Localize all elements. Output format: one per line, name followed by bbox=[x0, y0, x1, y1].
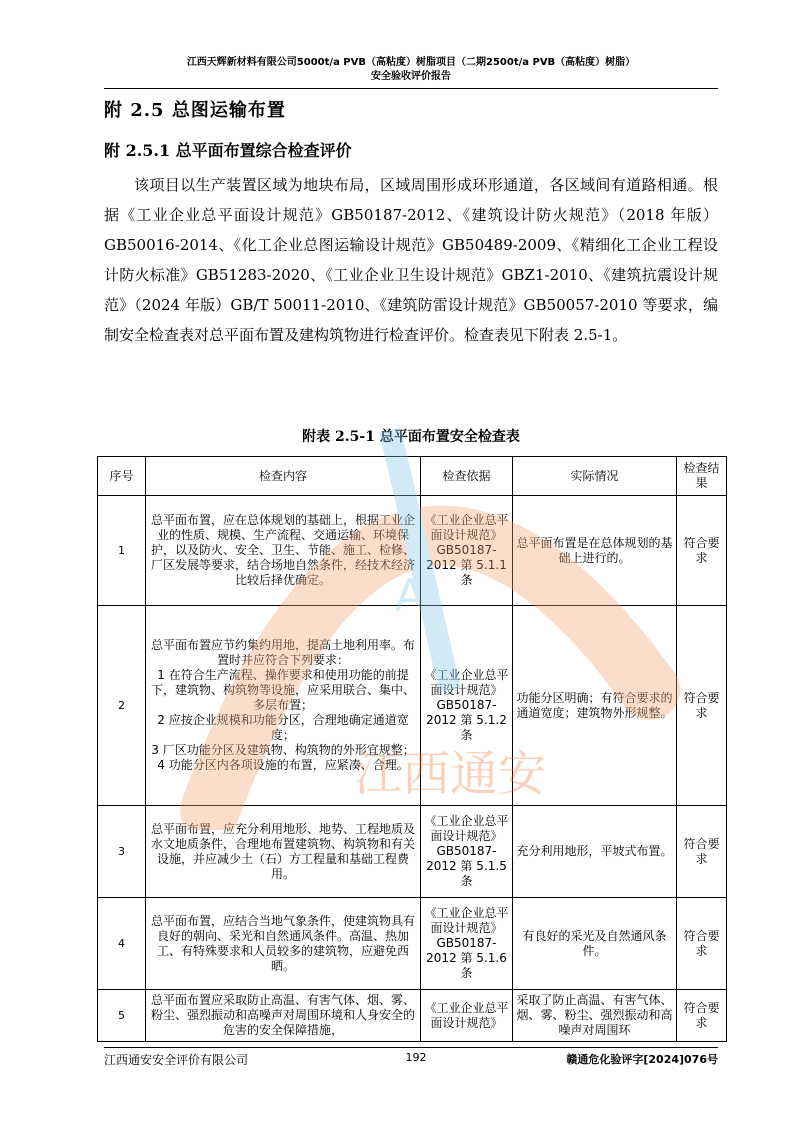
cell-content: 总平面布置，应在总体规划的基础上，根据工业企业的性质、规模、生产流程、交通运输、环境保护，以及防火、安全、卫生、节能、施工、检修、厂区发展等要求，结合场地自然条件，经技术经济比较后择优确定。 bbox=[146, 496, 421, 606]
section-title: 附 2.5 总图运输布置 bbox=[104, 100, 286, 121]
footer-rule bbox=[104, 1047, 718, 1048]
table-row bbox=[98, 606, 727, 806]
cell-basis: 《工业企业总平面设计规范》GB50187-2012 第 5.1.2 条 bbox=[421, 606, 513, 806]
cell-no: 5 bbox=[98, 990, 146, 1042]
page-header bbox=[104, 56, 718, 84]
report-number: 赣通危化验评字[2024]076号 bbox=[566, 1053, 718, 1066]
header-line-2: 安全验收评价报告 bbox=[371, 71, 451, 82]
cell-result: 符合要求 bbox=[677, 990, 727, 1042]
header-line-1: 江西天辉新材料有限公司5000t/a PVB（高粘度）树脂项目（二期2500t/a PVB（高粘度）树脂） bbox=[186, 57, 636, 68]
cell-actual: 总平面布置是在总体规划的基础上进行的。 bbox=[513, 496, 677, 606]
cell-basis: 《工业企业总平面设计规范》GB50187-2012 第 5.1.1 条 bbox=[421, 496, 513, 606]
header-actual: 实际情况 bbox=[513, 457, 677, 496]
cell-content: 总平面布置，应结合当地气象条件，使建筑物具有良好的朝向、采光和自然通风条件。高温、热加工、有特殊要求和人员较多的建筑物，应避免西晒。 bbox=[146, 898, 421, 990]
cell-result: 符合要求 bbox=[677, 806, 727, 898]
footer-company: 江西通安安全评价有限公司 bbox=[104, 1053, 249, 1067]
header-result: 检查结果 bbox=[677, 457, 727, 496]
cell-no: 3 bbox=[98, 806, 146, 898]
header-basis: 检查依据 bbox=[421, 457, 513, 496]
cell-result: 符合要求 bbox=[677, 496, 727, 606]
cell-content: 总平面布置，应充分利用地形、地势、工程地质及水文地质条件，合理地布置建筑物、构筑物和有关设施，并应减少土（石）方工程量和基础工程费用。 bbox=[146, 806, 421, 898]
table-row bbox=[98, 898, 727, 990]
watermark-text-bottom: 江西通安 bbox=[353, 746, 547, 802]
table-row bbox=[98, 806, 727, 898]
cell-basis: 《工业企业总平面设计规范》GB50187-2012 第 5.1.5 条 bbox=[421, 806, 513, 898]
cell-no: 4 bbox=[98, 898, 146, 990]
cell-basis: 《工业企业总平面设计规范》 bbox=[421, 990, 513, 1042]
table-header-row bbox=[98, 457, 727, 496]
body-paragraph: 该项目以生产装置区域为地块布局，区域周围形成环形通道，各区域间有道路相通。根据《工业企业总平面设计规范》GB50187-2012、《建筑设计防火规范》（2018 年版）GB50016-2014、《化工企业总图运输设计规范》GB50489-2009、《精细化工企业工程设计防火标准》GB51283-2020、《工业企业卫生设计规范》GBZ1-2010、《建筑抗震设计规范》（2024 年版）GB/T 50011-2010、《建筑防雷设计规范》GB50057-2010 等要求，编制安全检查表对总平面布置及建构筑物进行检查评价。检查表见下附表 2.5-1。 bbox=[104, 176, 718, 344]
cell-actual: 充分利用地形，平坡式布置。 bbox=[513, 806, 677, 898]
cell-basis: 《工业企业总平面设计规范》GB50187-2012 第 5.1.6 条 bbox=[421, 898, 513, 990]
cell-content: 总平面布置应节约集约用地，提高土地利用率。布置时并应符合下列要求： 1 在符合生产流程、操作要求和使用功能的前提下，建筑物、构筑物等设施，应采用联合、集中、多层布置； 2 应按企业规模和功能分区，合理地确定通道宽度； 3 厂区功能分区及建筑物、构筑物的外形宜规整； 4 功能分区内各项设施的布置，应紧凑、合理。 bbox=[146, 606, 421, 806]
page-number: 192 bbox=[405, 1051, 427, 1064]
cell-result: 符合要求 bbox=[677, 606, 727, 806]
cell-no: 2 bbox=[98, 606, 146, 806]
cell-actual: 功能分区明确；有符合要求的通道宽度；建筑物外形规整。 bbox=[513, 606, 677, 806]
cell-actual: 采取了防止高温、有害气体、烟、雾、粉尘、强烈振动和高噪声对周围环 bbox=[513, 990, 677, 1042]
cell-result: 符合要求 bbox=[677, 898, 727, 990]
table-row bbox=[98, 496, 727, 606]
header-no: 序号 bbox=[98, 457, 146, 496]
cell-content: 总平面布置应采取防止高温、有害气体、烟、雾、粉尘、强烈振动和高噪声对周围环境和人身安全的危害的安全保障措施， bbox=[146, 990, 421, 1042]
watermark-letter: A bbox=[394, 570, 426, 621]
cell-no: 1 bbox=[98, 496, 146, 606]
header-rule bbox=[104, 88, 718, 89]
table-title: 附表 2.5-1 总平面布置安全检查表 bbox=[302, 429, 520, 445]
header-content: 检查内容 bbox=[146, 457, 421, 496]
cell-actual: 有良好的采光及自然通风条件。 bbox=[513, 898, 677, 990]
table-row bbox=[98, 990, 727, 1042]
safety-check-table bbox=[97, 456, 727, 1042]
subsection-title: 附 2.5.1 总平面布置综合检查评价 bbox=[104, 141, 352, 160]
